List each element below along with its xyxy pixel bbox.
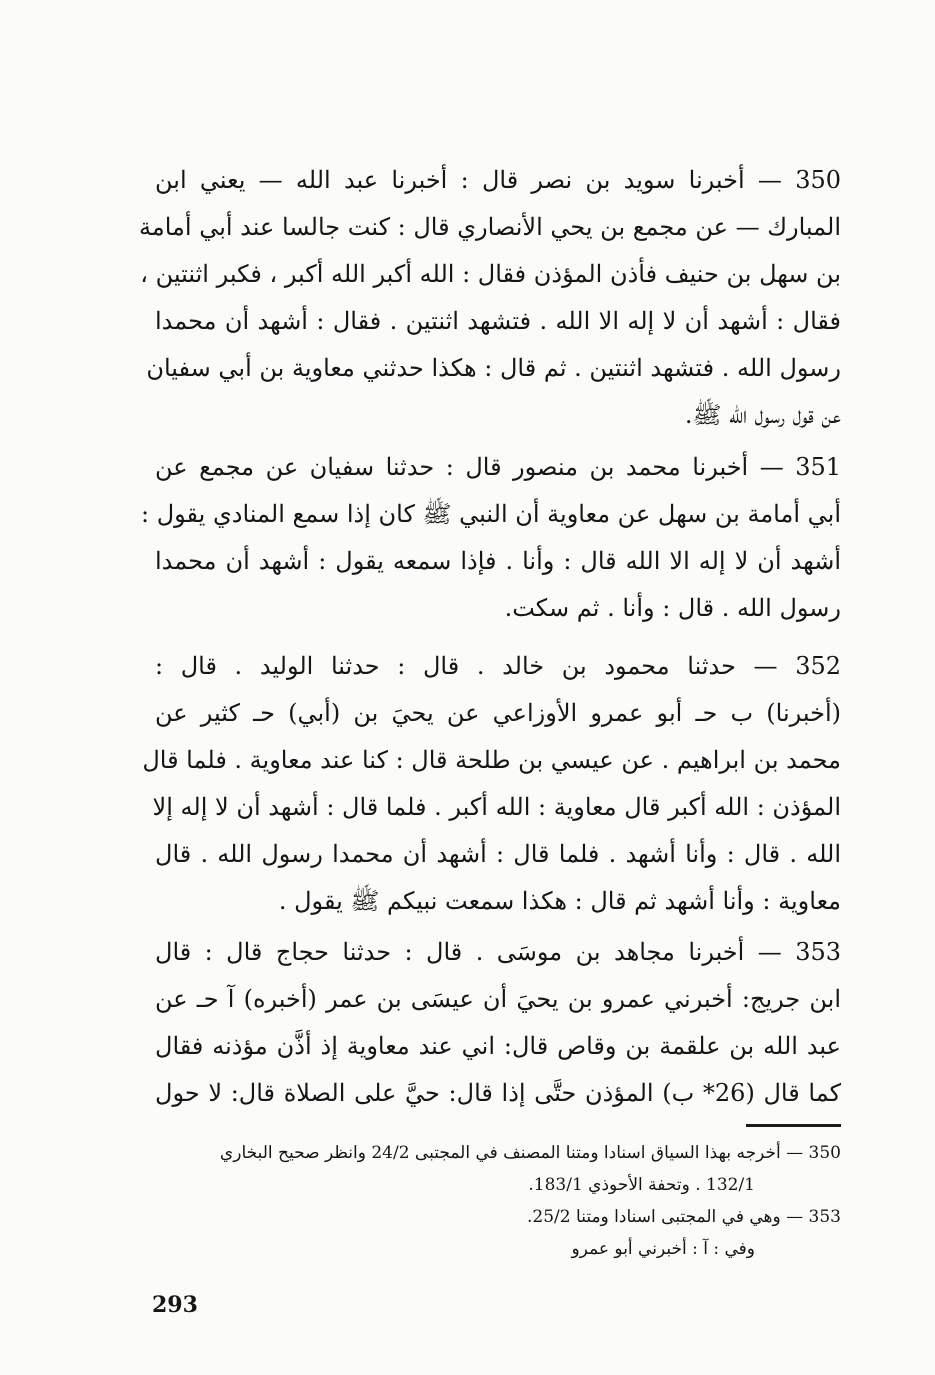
text-line: بن سهل بن حنيف فأذن المؤذن فقال : الله أكبر الله أكبر ، فكبر اثنتين ،	[140, 260, 841, 288]
text-line: رسول الله . قال : وأنا . ثم سكت.	[504, 594, 841, 622]
text-line: ابن جريج: أخبرني عمرو بن يحيَ أن عيسَى بن عمر (أخبره) آ حـ عن	[155, 985, 841, 1013]
hadith-350	[139, 157, 841, 439]
text-line: معاوية : وأنا أشهد ثم قال : هكذا سمعت نبيكم ﷺ يقول .	[278, 887, 841, 915]
hadith-352	[142, 643, 842, 925]
text-line: أبي أمامة بن سهل عن معاوية أن النبي ﷺ كان إذا سمع المنادي يقول :	[140, 500, 841, 528]
text-line: 352 — حدثنا محمود بن خالد . قال : حدثنا الوليد . قال :	[155, 652, 842, 680]
footnote-353-continuation: وفي : آ : أخبرني أبو عمرو	[571, 1239, 755, 1259]
footnote-350-continuation: 132/1 . وتحفة الأحوذي 183/1.	[528, 1175, 755, 1195]
text-line: فقال : أشهد أن لا إله الا الله . فتشهد اثنتين . فقال : أشهد أن محمدا	[155, 307, 841, 335]
footnotes	[141, 1137, 841, 1265]
text-line: عبد الله بن علقمة بن وقاص قال: اني عند معاوية إذ أذَّن مؤذنه فقال	[155, 1032, 841, 1060]
page-number: 293	[152, 1292, 198, 1318]
text-line: 353 — أخبرنا مجاهد بن موسَى . قال : حدثنا حجاج قال : قال	[155, 938, 841, 966]
text-line: عن قول رسول الله ﷺ.	[684, 401, 841, 429]
text-line: (أخبرنا) ب حـ أبو عمرو الأوزاعي عن يحيَ بن (أبي) حـ كثير عن	[155, 699, 841, 727]
text-line: رسول الله . فتشهد اثنتين . ثم قال : هكذا حدثني معاوية بن أبي سفيان	[146, 354, 841, 382]
footnote-350: 350 — أخرجه بهذا السياق اسنادا ومتنا المصنف في المجتبى 24/2 وانظر صحيح البخاري	[219, 1143, 841, 1163]
hadith-353	[155, 929, 841, 1117]
text-line: محمد بن ابراهيم . عن عيسي بن طلحة قال : كنا عند معاوية . فلما قال	[142, 746, 841, 774]
footnote-353: 353 — وهي في المجتبى اسنادا ومتنا 25/2.	[527, 1207, 841, 1227]
text-line: 351 — أخبرنا محمد بن منصور قال : حدثنا سفيان عن مجمع عن	[155, 453, 841, 481]
text-line: الله . قال : وأنا أشهد . فلما قال : أشهد أن محمدا رسول الله . قال	[155, 840, 841, 868]
text-line: 350 — أخبرنا سويد بن نصر قال : أخبرنا عبد الله — يعني ابن	[155, 166, 841, 194]
text-line: المبارك — عن مجمع بن يحي الأنصاري قال : كنت جالسا عند أبي أمامة	[139, 213, 841, 241]
text-line: المؤذن : الله أكبر قال معاوية : الله أكبر . فلما قال : أشهد أن لا إله إلا	[152, 793, 841, 821]
text-line: أشهد أن لا إله الا الله قال : وأنا . فإذا سمعه يقول : أشهد أن محمدا	[155, 547, 841, 575]
footnote-divider	[746, 1124, 841, 1127]
hadith-351	[140, 444, 841, 632]
text-line: كما قال (26* ب) المؤذن حتَّى إذا قال: حيَّ على الصلاة قال: لا حول	[155, 1079, 841, 1107]
